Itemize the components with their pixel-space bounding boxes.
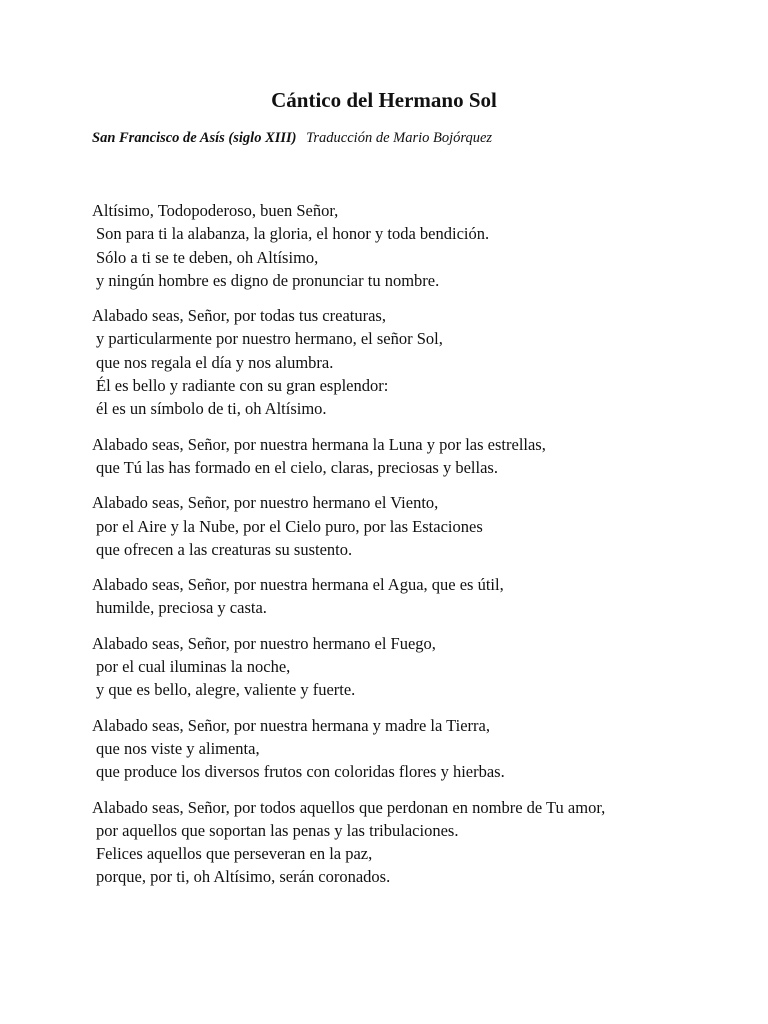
poem-line: Alabado seas, Señor, por nuestro hermano el Fuego, [92, 633, 436, 653]
poem-line: porque, por ti, oh Altísimo, serán coronados. [96, 867, 391, 887]
poem-line: y particularmente por nuestro hermano, el señor Sol, [96, 329, 443, 349]
poem-line: Alabado seas, Señor, por nuestra hermana la Luna y por las estrellas, [92, 434, 546, 454]
poem-line: Alabado seas, Señor, por nuestra hermana el Agua, que es útil, [92, 575, 504, 595]
poem-line: que nos viste y alimenta, [96, 738, 260, 758]
poem-line: que ofrecen a las creaturas su sustento. [96, 539, 353, 559]
poem-line: que Tú las has formado en el cielo, claras, preciosas y bellas. [96, 457, 498, 477]
poem-body [92, 199, 732, 901]
poem-line: él es un símbolo de ti, oh Altísimo. [96, 399, 327, 419]
poem-line: por el Aire y la Nube, por el Cielo puro, por las Estaciones [96, 516, 483, 536]
poem-line: Alabado seas, Señor, por todas tus creaturas, [92, 306, 386, 326]
poem-line: que produce los diversos frutos con coloridas flores y hierbas. [96, 762, 505, 782]
stanza [92, 714, 732, 784]
poem-line: que nos regala el día y nos alumbra. [96, 352, 334, 372]
poem-line: Alabado seas, Señor, por nuestra hermana y madre la Tierra, [92, 715, 490, 735]
byline [92, 128, 492, 148]
stanza [92, 632, 732, 702]
poem-line: Son para ti la alabanza, la gloria, el honor y toda bendición. [96, 224, 490, 244]
poem-line: Alabado seas, Señor, por todos aquellos que perdonan en nombre de Tu amor, [92, 797, 606, 817]
stanza [92, 796, 732, 889]
poem-line: Felices aquellos que perseveran en la paz, [96, 844, 373, 864]
poem-line: por aquellos que soportan las penas y las tribulaciones. [96, 820, 459, 840]
poem-line: Altísimo, Todopoderoso, buen Señor, [92, 201, 339, 220]
stanza [92, 433, 732, 480]
stanza [92, 304, 732, 420]
stanza [92, 199, 732, 292]
poem-line: y que es bello, alegre, valiente y fuerte. [96, 680, 356, 700]
stanza [92, 491, 732, 561]
stanza [92, 573, 732, 620]
translator-credit: Traducción de Mario Bojórquez [306, 130, 493, 146]
poem-line: humilde, preciosa y casta. [96, 598, 267, 618]
poem-line: y ningún hombre es digno de pronunciar tu nombre. [96, 270, 440, 290]
poem-line: Sólo a ti se te deben, oh Altísimo, [96, 247, 319, 267]
document-title: Cántico del Hermano Sol [271, 88, 497, 112]
poem-line: Alabado seas, Señor, por nuestro hermano el Viento, [92, 493, 439, 513]
poem-line: por el cual iluminas la noche, [96, 657, 291, 677]
poem-line: Él es bello y radiante con su gran esplendor: [96, 376, 389, 396]
author-credit: San Francisco de Asís (siglo XIII) [92, 130, 297, 146]
